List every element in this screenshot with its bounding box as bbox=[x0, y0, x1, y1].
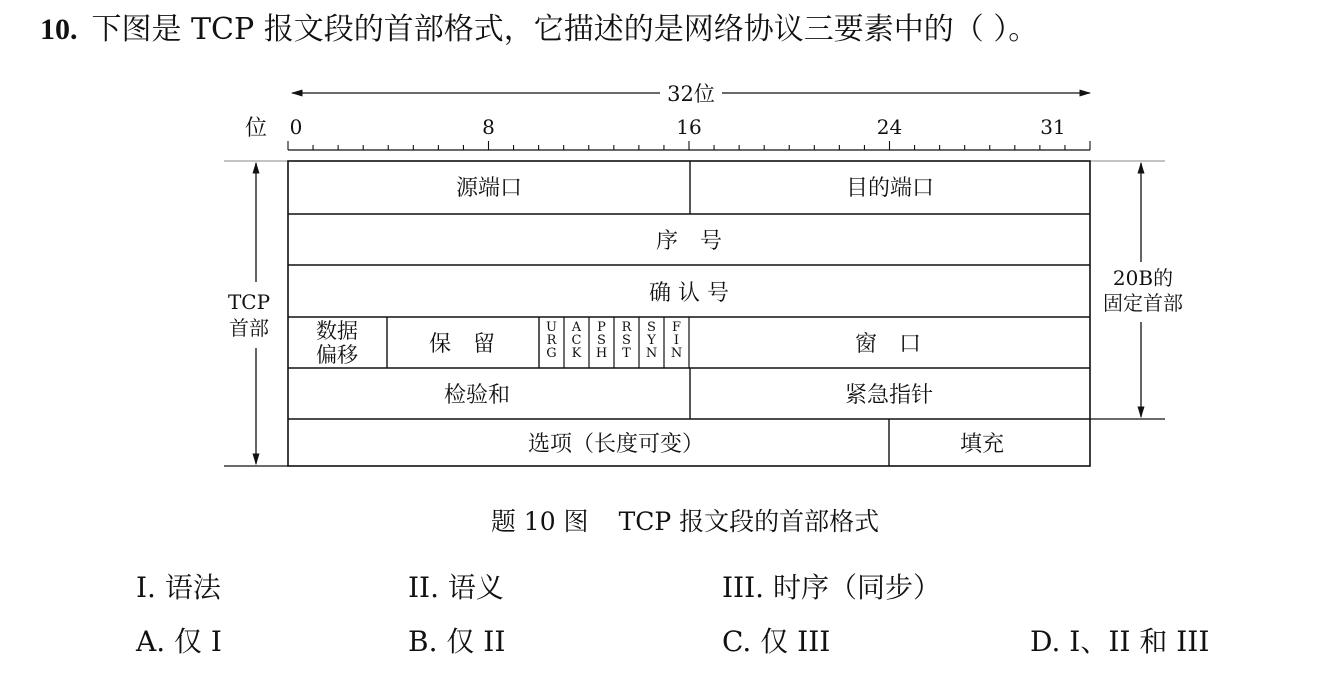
statement-3: III. 时序（同步） bbox=[722, 571, 941, 604]
bit-scale bbox=[288, 115, 1090, 150]
width-label: 32位 bbox=[667, 82, 715, 106]
bit-tick-label: 8 bbox=[482, 115, 495, 139]
destination-port: 目的端口 bbox=[845, 176, 935, 201]
header-frame bbox=[288, 161, 1090, 466]
choice-d[interactable]: D. I、II 和 III bbox=[1030, 625, 1210, 658]
bit-label: 位 bbox=[245, 116, 268, 141]
statement-2: II. 语义 bbox=[408, 571, 504, 604]
urgent-pointer-field: 紧急指针 bbox=[844, 383, 934, 408]
bit-tick-label: 0 bbox=[289, 115, 303, 139]
options-field: 选项（长度可变） bbox=[527, 432, 705, 457]
choice-c[interactable]: C. 仅 III bbox=[722, 625, 831, 658]
question-number: 10. bbox=[40, 13, 78, 46]
caption-label: 题 10 图 bbox=[490, 507, 589, 536]
flag-ack: A C K bbox=[571, 320, 582, 361]
checksum-field: 检验和 bbox=[443, 383, 511, 408]
right-label-line2: 固定首部 bbox=[1103, 291, 1183, 315]
bit-tick-label: 16 bbox=[676, 115, 702, 139]
flag-fin: F I N bbox=[670, 320, 683, 361]
flag-psh: P S H bbox=[595, 320, 608, 361]
choice-a[interactable]: A. 仅 I bbox=[136, 625, 222, 658]
bit-tick-label: 31 bbox=[1040, 115, 1066, 139]
caption-title: TCP 报文段的首部格式 bbox=[618, 507, 880, 536]
window-field: 窗 口 bbox=[854, 332, 922, 357]
left-label-line1: TCP bbox=[227, 290, 271, 314]
data-offset-line2: 偏移 bbox=[316, 343, 358, 367]
question-text: 下图是 TCP 报文段的首部格式，它描述的是网络协议三要素中的（ ）。 bbox=[91, 12, 1039, 47]
data-offset-line1: 数据 bbox=[316, 319, 358, 343]
source-port: 源端口 bbox=[455, 176, 523, 201]
choice-b[interactable]: B. 仅 II bbox=[408, 625, 506, 658]
reserved-field: 保 留 bbox=[428, 332, 496, 357]
ack-number: 确 认 号 bbox=[649, 281, 729, 306]
sequence-number: 序 号 bbox=[655, 229, 723, 254]
figure-caption bbox=[0, 502, 1344, 538]
flag-syn: S Y N bbox=[645, 320, 658, 361]
flag-rst: R S T bbox=[621, 320, 632, 361]
flag-urg: U R G bbox=[546, 320, 557, 361]
padding-field: 填充 bbox=[959, 432, 1005, 457]
bit-tick-label: 24 bbox=[876, 115, 903, 139]
left-label-line2: 首部 bbox=[229, 316, 269, 340]
right-label-line1: 20B的 bbox=[1112, 266, 1174, 290]
statement-1: I. 语法 bbox=[136, 571, 221, 604]
